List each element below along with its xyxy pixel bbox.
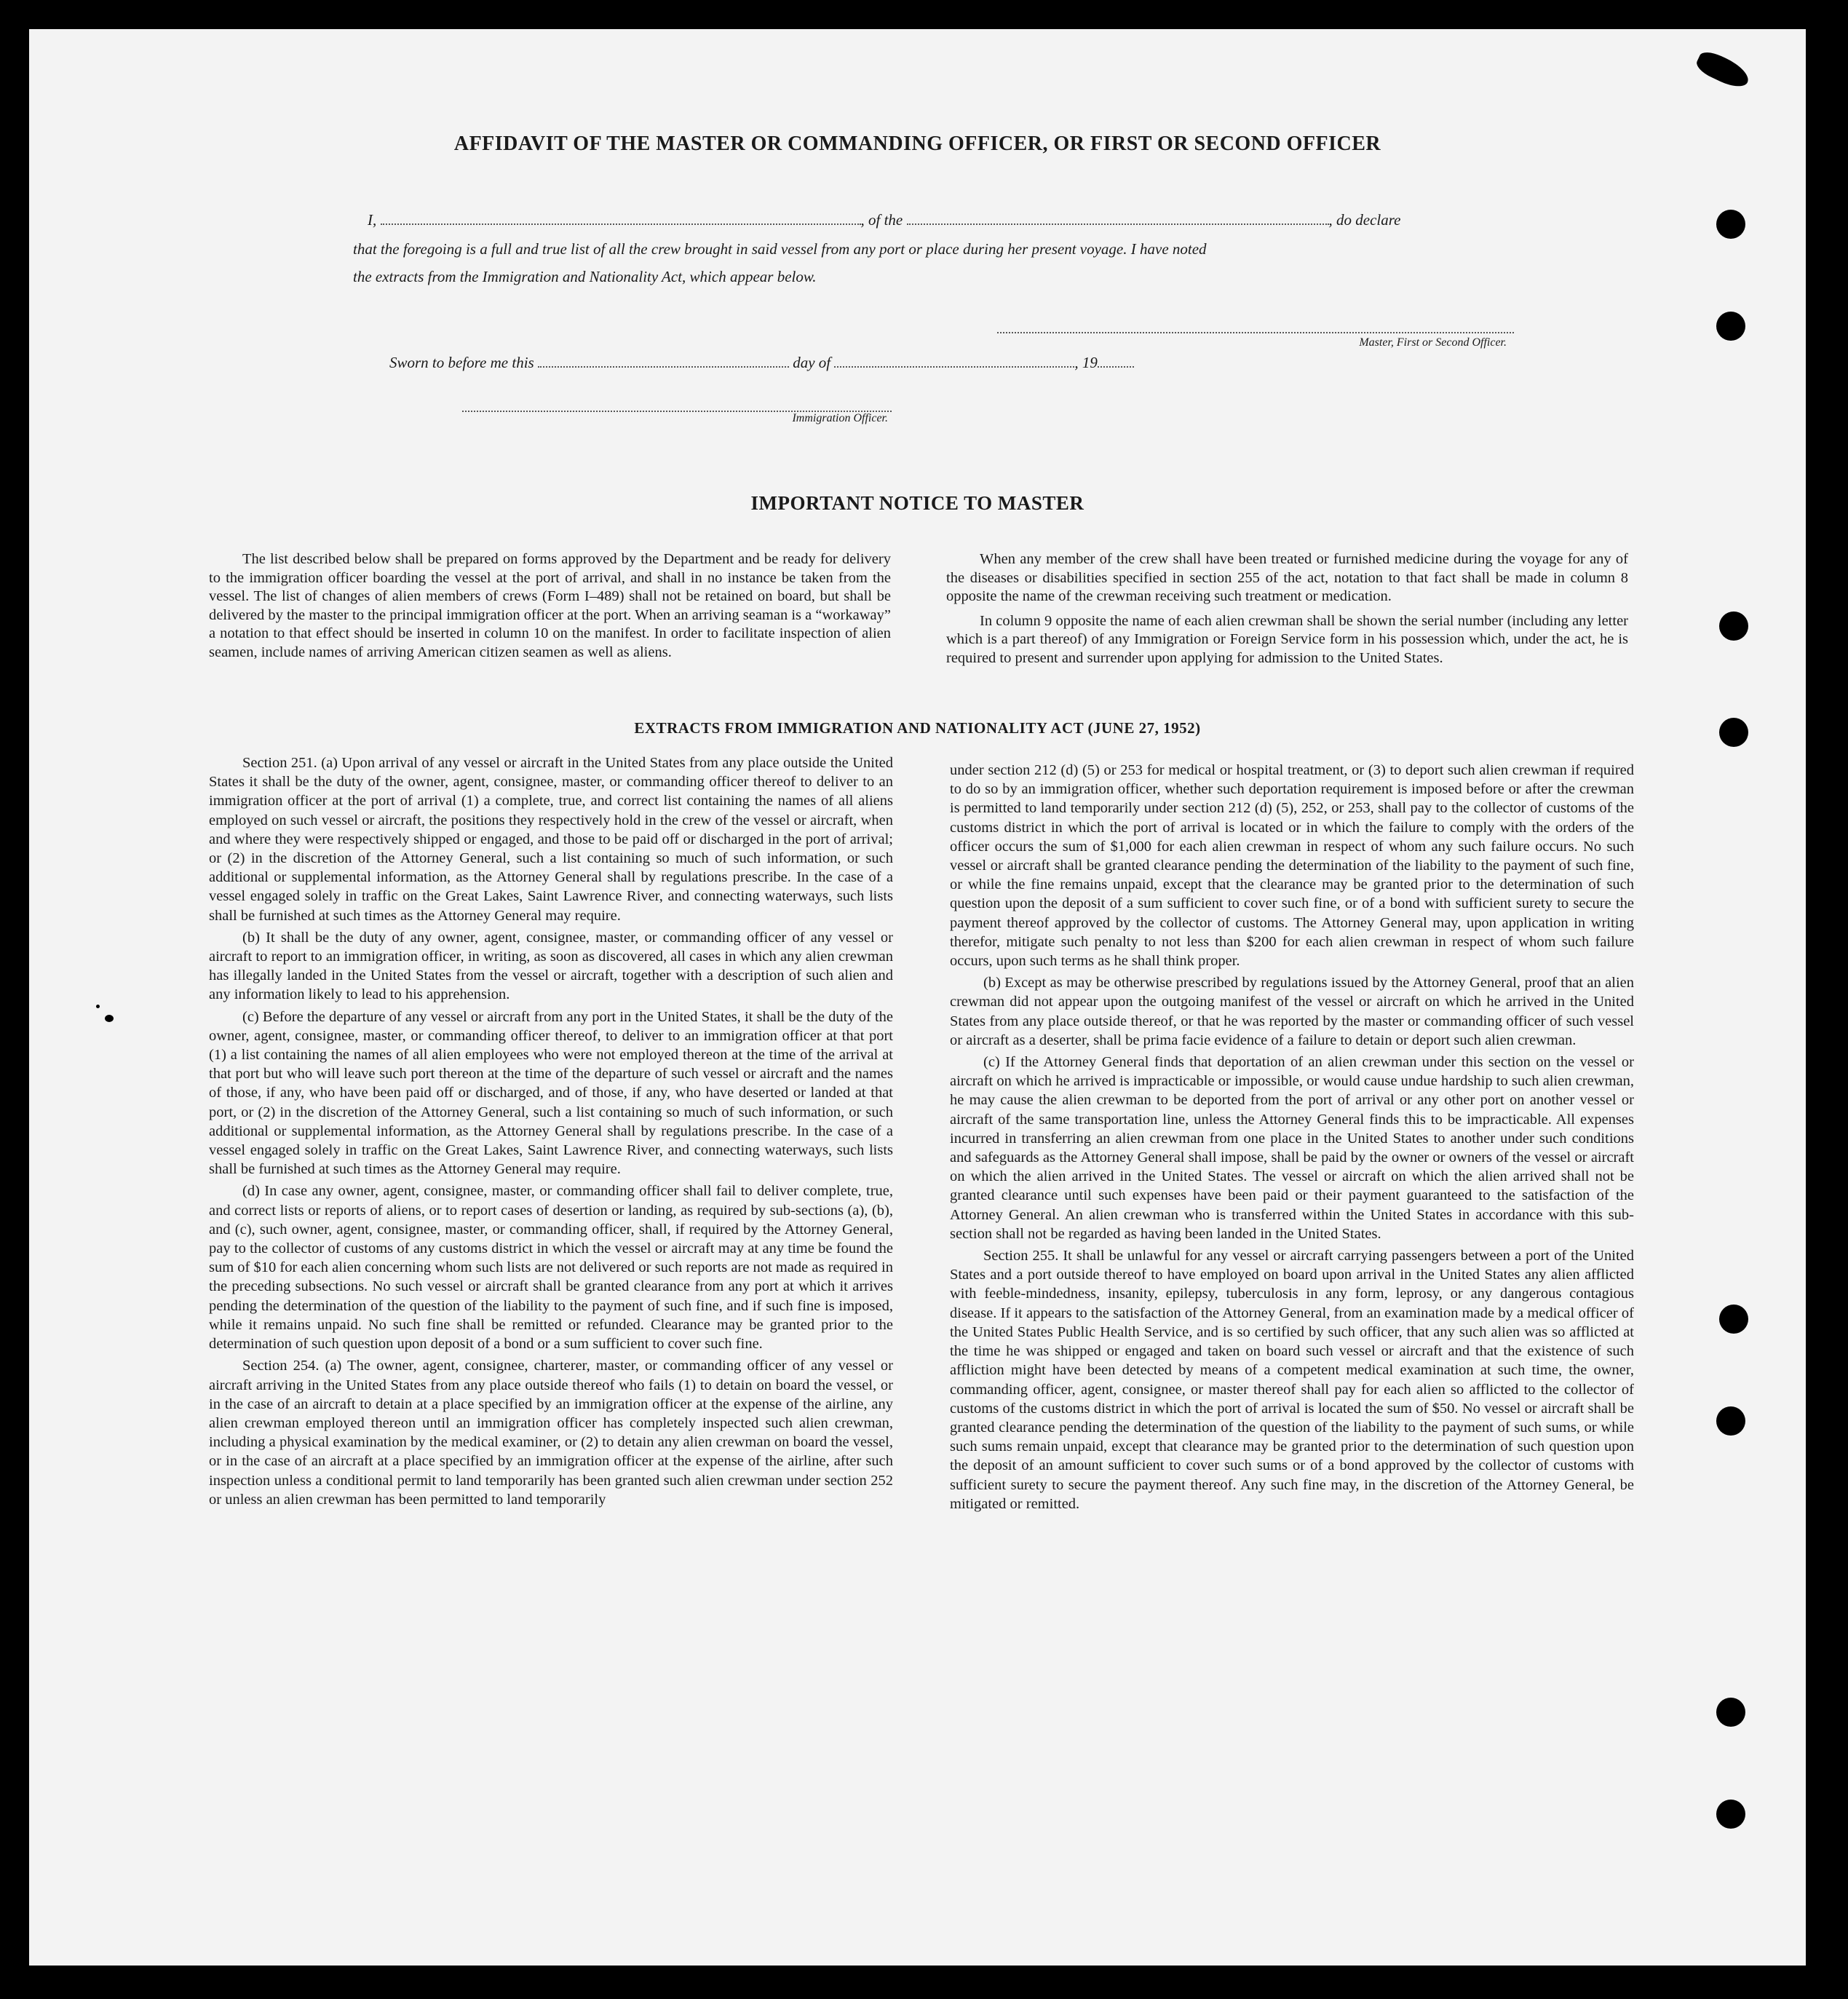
sworn-day-field[interactable] bbox=[538, 355, 789, 368]
binder-hole bbox=[1716, 1800, 1745, 1829]
extract-paragraph: (b) It shall be the duty of any owner, agent, consignee, master, or commanding officer of any vessel or aircraft to report to an immigration officer, in writing, as soon as discovered, all cases in which any alien crewman has illegally landed in the United States from the vessel or aircraft, together with a description of such alien and any information likely to lead to his apprehension. bbox=[209, 929, 893, 1003]
binder-hole bbox=[1716, 1406, 1745, 1436]
binder-hole bbox=[1719, 611, 1748, 641]
sworn-month-field[interactable] bbox=[834, 355, 1074, 368]
affidavit-text-line-2: that the foregoing is a full and true list of all the crew brought in said vessel from any port or place during her present voyage. I have noted bbox=[353, 240, 1207, 258]
extract-paragraph: Section 255. It shall be unlawful for any vessel or aircraft carrying passengers between a port of the United States and a port outside thereof to have employed on board upon arrival in the United States any alien afflicted with feeble-mindedness, insanity, epilepsy, tuberculosis in any form, leprosy, or any dangerous contagious disease. If it appears to the satisfaction of the Attorney General, from an examination made by a medical officer of the United States Public Health Service, and is so certified by such officer, that any such alien was so afflicted at the time he was shipped or engaged and taken on board such vessel or aircraft and that the existence of such affliction might have been detected by means of a competent medical examination at such time, the owner, commanding officer, agent, consignee, or master thereof shall pay for each alien so afflicted to the collector of customs of the customs district in which the port of arrival is located the sum of $50. No vessel or aircraft shall be granted clearance pending the determination of the question of the liability to the payment of such sums, or while such sums remain unpaid, except that clearance may be granted prior to the determination of such question upon the deposit of an amount sufficient to cover such sums or of a bond approved by the collector of customs with sufficient surety to secure the payment thereof. Any such fine may, in the discretion of the Attorney General, be mitigated or remitted. bbox=[950, 1248, 1634, 1512]
notice-paragraph: When any member of the crew shall have been treated or furnished medicine during the voyage for any of the diseases or disabilities specified in section 255 of the act, notation to that fact shall be made in column 8 opposite the name of the crewman receiving such treatment or medication. bbox=[946, 551, 1628, 604]
binder-hole bbox=[1716, 1698, 1745, 1727]
sworn-line bbox=[389, 354, 1263, 372]
sworn-text: Sworn to before me this bbox=[389, 354, 534, 371]
declarant-name-field[interactable] bbox=[381, 212, 861, 225]
extracts-title: EXTRACTS FROM IMMIGRATION AND NATIONALITY ACT (JUNE 27, 1952) bbox=[634, 719, 1201, 737]
immigration-officer-label: Immigration Officer. bbox=[792, 412, 888, 424]
scan-speck bbox=[105, 1015, 114, 1022]
affidavit-title: AFFIDAVIT OF THE MASTER OR COMMANDING OFFICER, OR FIRST OR SECOND OFFICER bbox=[453, 132, 1381, 155]
extract-paragraph: under section 212 (d) (5) or 253 for medical or hospital treatment, or (3) to deport such alien crewman if required to do so by an immigration officer, whether such deportation requirement is imposed before or after the crewman is permitted to land temporarily under section 212 (d) (5), 252, or 253, shall pay to the collector of customs of the customs district in which the port of arrival is located or in which the failure to comply with the orders of the officer occurs the sum of $1,000 for each alien crewman in respect of whom any such failure occurs. No such vessel or aircraft shall be granted clearance pending the determination of the liability to the payment of such fine, or while the fine remains unpaid, except that the clearance may be granted prior to the determination of such question upon the deposit of a sum sufficient to cover such fine, or of a bond with sufficient surety to secure the payment thereof approved by the collector of customs. The Attorney General may, upon application in writing therefor, mitigate such penalty to not less than $200 for each alien crewman in respect of whom such failure occurs, upon such terms as he shall think proper. bbox=[950, 762, 1634, 970]
document-page bbox=[29, 29, 1806, 1966]
extract-paragraph: (b) Except as may be otherwise prescribed by regulations issued by the Attorney General, proof that an alien crewman did not appear upon the outgoing manifest of the vessel or aircraft on which he arrived in the United States from any place outside thereof, or that he was reported by the master or commanding officer of such vessel or aircraft as a deserter, shall be prima facie evidence of a failure to detain or deport such alien crewman. bbox=[950, 975, 1634, 1048]
notice-title: IMPORTANT NOTICE TO MASTER bbox=[750, 492, 1084, 514]
extract-paragraph: (d) In case any owner, agent, consignee, master, or commanding officer shall fail to deliver complete, true, and correct lists or reports of aliens, or to report cases of desertion or landing, as required by sub-sections (a), (b), and (c), such owner, agent, consignee, master, or commanding officer, shall, if required by the Attorney General, pay to the collector of customs of any customs district in which the vessel or aircraft may at any time be found the sum of $10 for each alien concerning whom such lists are not delivered or such reports are not made as required in the preceding subsections. No such vessel or aircraft shall be granted clearance from any port at which it arrives pending the determination of the question of the liability to the payment of such fine, and if such fine is imposed, while it remains unpaid. No such fine shall be remitted or refunded. Clearance may be granted prior to the determination of such question upon deposit of a bond or a sum sufficient to cover such fine. bbox=[209, 1183, 893, 1353]
declarant-prefix: I, bbox=[368, 211, 377, 229]
extract-paragraph: (c) Before the departure of any vessel or aircraft from any port in the United States, it shall be the duty of the owner, agent, consignee, master, or commanding officer thereof, to deliver to an immigration officer at that port (1) a list containing the names of all alien employees who were not employed thereon at the time of the arrival at that port but who will leave such port thereon at the time of the departure of such vessel or aircraft and the names of those, if any, who have been paid off or discharged, and of those, if any, who have deserted or landed at that port, or (2) in the discretion of the Attorney General, such a list containing so much of such information, or such additional or supplemental information, as the Attorney General shall by regulations prescribe. In the case of a vessel engaged solely in traffic on the Great Lakes, Saint Lawrence River, and connecting waterways, such lists shall be furnished at such times as the Attorney General may require. bbox=[209, 1008, 893, 1178]
do-declare-text: , do declare bbox=[1328, 211, 1401, 229]
extracts-right-column bbox=[950, 761, 1634, 1516]
immigration-officer-signature-field[interactable] bbox=[462, 399, 892, 412]
binder-hole bbox=[1719, 1305, 1748, 1334]
extract-paragraph: (c) If the Attorney General finds that deportation of an alien crewman under this section on the vessel or aircraft on which he arrived is impracticable or impossible, or would cause undue hardship to such alien crewman, he may cause the alien crewman to be deported from the port of arrival or any other port on another vessel or aircraft of the same transportation line, unless the Attorney General finds this to be impracticable. All expenses incurred in transferring an alien crewman from one place in the United States to another under such conditions and safeguards as the Attorney General shall impose, shall be paid by the owner or owners of the vessel or aircraft on which the alien arrived in the United States. The vessel or aircraft on which the alien arrived shall not be granted clearance until such expenses have been paid or their payment guaranteed to the satisfaction of the Attorney General. An alien crewman who is transferred within the United States in accordance with this sub-section shall not be regarded as having been landed in the United States. bbox=[950, 1054, 1634, 1242]
scan-blot bbox=[1694, 48, 1753, 92]
extract-paragraph: Section 254. (a) The owner, agent, consignee, charterer, master, or commanding officer of any vessel or aircraft arriving in the United States from any place outside thereof who fails (1) to detain on board the vessel, or in the case of an aircraft to detain at a place specified by an immigration officer at the expense of the airline, any alien crewman employed thereon until an immigration officer has completely inspected such alien crewman, including a physical examination by the medical examiner, or (2) to detain any alien crewman on board the vessel, or in the case of an aircraft at a place specified by an immigration officer at the expense of the airline, after such inspection unless a conditional permit to land temporarily has been granted such alien crewman under section 252 or unless an alien crewman has been permitted to land temporarily bbox=[209, 1358, 893, 1508]
sworn-year-field[interactable] bbox=[1098, 355, 1134, 368]
extracts-left-column bbox=[209, 753, 893, 1512]
scan-speck bbox=[96, 1005, 100, 1008]
binder-hole bbox=[1719, 718, 1748, 747]
affidavit-text-line-3: the extracts from the Immigration and Nationality Act, which appear below. bbox=[353, 268, 817, 285]
master-signature-label: Master, First or Second Officer. bbox=[1359, 336, 1507, 349]
notice-paragraph: The list described below shall be prepared on forms approved by the Department and be ready for delivery to the immigration officer boarding the vessel at the port of arrival, and shall in no instance be taken from the vessel. The list of changes of alien members of crews (Form I–489) shall not be retained on board, but shall be delivered by the master to the principal immigration officer at the port. When an arriving seaman is a “workaway” a notation to that effect should be inserted in column 10 on the manifest. In order to facilitate inspection of alien seamen, include names of arriving American citizen seamen as well as aliens. bbox=[209, 551, 891, 660]
day-of-text: day of bbox=[793, 354, 831, 371]
binder-hole bbox=[1716, 210, 1745, 239]
extract-paragraph: Section 251. (a) Upon arrival of any vessel or aircraft in the United States from any place outside the United States it shall be the duty of the owner, agent, consignee, master, or commanding officer thereof to deliver to an immigration officer at the port of arrival (1) a complete, true, and correct list containing the names of all aliens employed on such vessel or aircraft, the positions they respectively hold in the crew of the vessel or aircraft, when and where they were respectively shipped or engaged, and those to be paid off or discharged in the port of arrival; or (2) in the discretion of the Attorney General, such a list containing so much of such information, or such additional or supplemental information, as the Attorney General shall by regulations prescribe. In the case of a vessel engaged solely in traffic on the Great Lakes, Saint Lawrence River, and connecting waterways, such lists shall be furnished at such times as the Attorney General may require. bbox=[209, 755, 893, 924]
vessel-name-field[interactable] bbox=[907, 212, 1329, 225]
notice-paragraph: In column 9 opposite the name of each alien crewman shall be shown the serial number (including any letter which is a part thereof) of any Immigration or Foreign Service form in his possession which, under the act, he is required to present and surrender upon applying for admission to the United States. bbox=[946, 612, 1628, 666]
affidavit-declaration-line bbox=[368, 211, 1510, 229]
notice-right-column bbox=[946, 550, 1628, 673]
notice-left-column bbox=[209, 550, 891, 668]
of-the-text: , of the bbox=[860, 211, 903, 229]
binder-hole bbox=[1716, 312, 1745, 341]
year-prefix: , 19 bbox=[1074, 354, 1098, 371]
master-signature-field[interactable] bbox=[997, 320, 1514, 333]
